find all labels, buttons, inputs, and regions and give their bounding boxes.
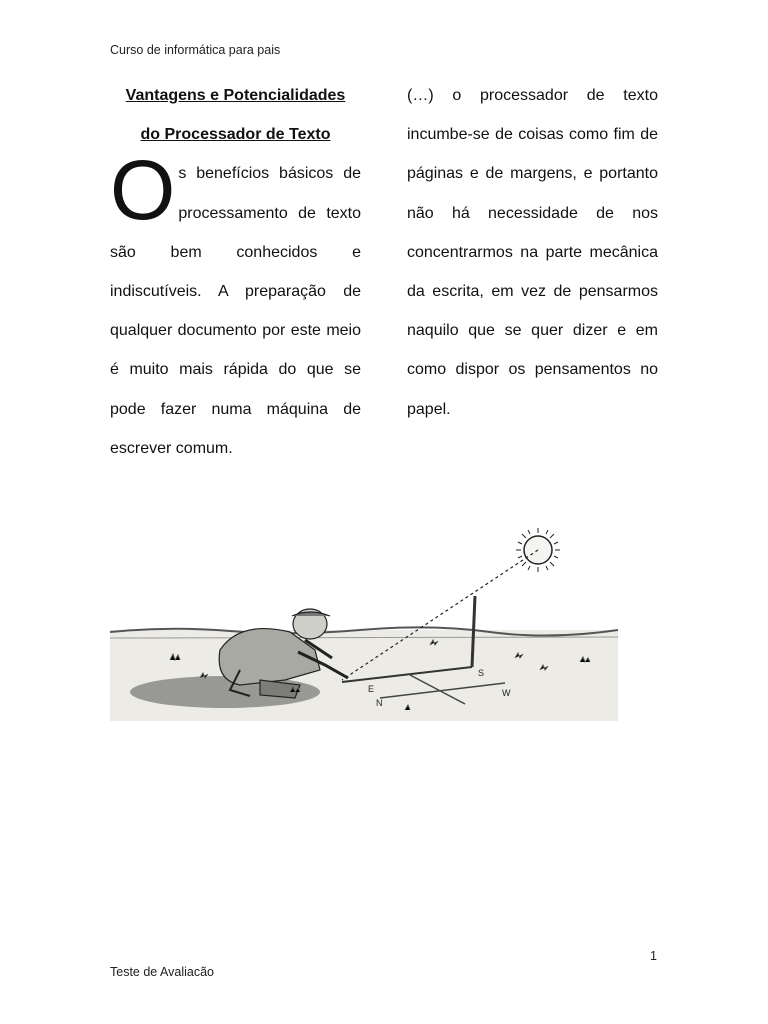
sundial-illustration (110, 520, 618, 721)
compass-n: N (376, 698, 383, 708)
article-title-line-2: do Processador de Texto (140, 126, 331, 144)
page-header: Curso de informática para pais (110, 43, 281, 57)
compass-s: S (478, 668, 485, 678)
page-number: 1 (650, 949, 657, 963)
left-body-paragraph (110, 143, 361, 468)
compass-w: W (502, 688, 511, 698)
ground (110, 630, 618, 721)
left-body-text: s benefícios básicos de processamento de texto são bem conhecidos e indiscutíveis. A preparação de qualquer documento por este meio é muito mais rápida do que se pode fazer numa máquina de escrever comum. (110, 165, 361, 457)
article-title-line-1: Vantagens e Potencialidades (125, 87, 346, 104)
page-footer: Teste de Avaliacão (110, 965, 215, 979)
drop-cap: O (110, 143, 176, 238)
right-body-text: (…) o processador de texto incumbe-se de coisas como fim de páginas e de margens, e portanto não há necessidade de nos concentrarmos na parte mecânica da escrita, em vez de pensarmos naquilo que se quer dizer e em como dispor os pensamentos no papel. (407, 87, 658, 418)
compass-e: E (368, 684, 375, 694)
left-column (110, 76, 361, 468)
right-column (407, 76, 658, 429)
